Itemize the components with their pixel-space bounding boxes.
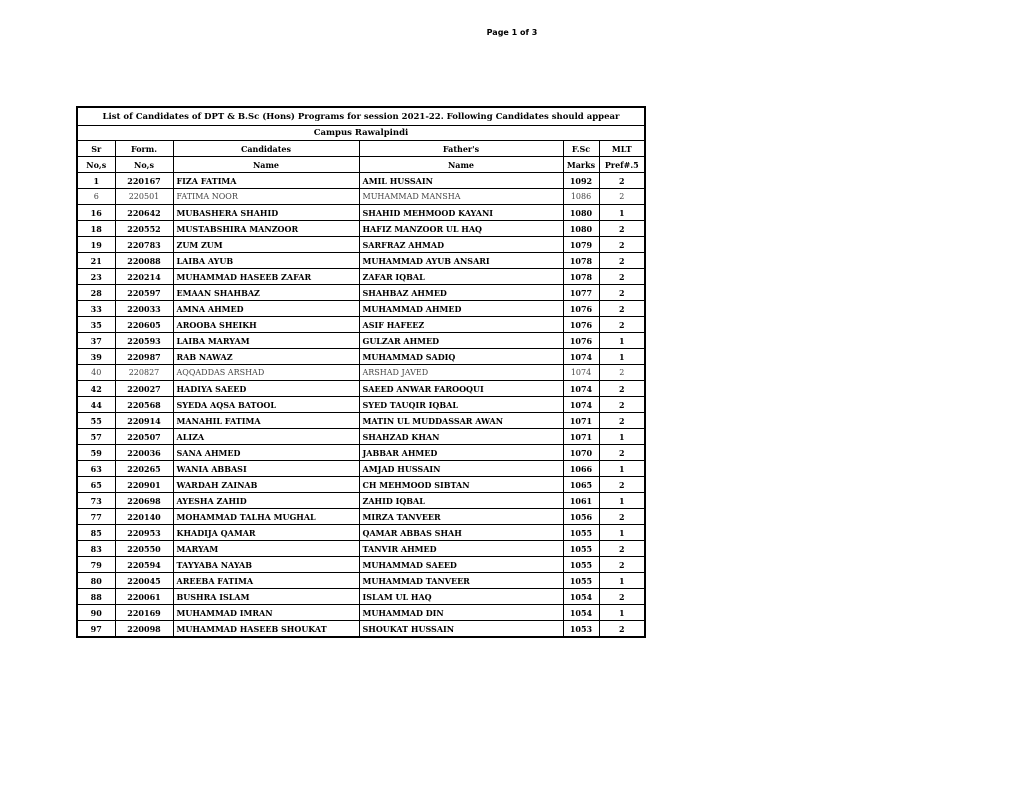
cell-father-name: MUHAMMAD DIN [359, 605, 563, 621]
cell-marks: 1074 [563, 381, 599, 397]
table-row [77, 189, 645, 205]
cell-father-name: JABBAR AHMED [359, 445, 563, 461]
cell-father-name: SYED TAUQIR IQBAL [359, 397, 563, 413]
cell-form: 220568 [115, 397, 173, 413]
cell-marks: 1065 [563, 477, 599, 493]
header-candidate-name: Name [173, 157, 359, 173]
cell-form: 220061 [115, 589, 173, 605]
cell-marks: 1077 [563, 285, 599, 301]
cell-father-name: SHOUKAT HUSSAIN [359, 621, 563, 638]
cell-candidate-name: TAYYABA NAYAB [173, 557, 359, 573]
cell-pref: 2 [599, 477, 645, 493]
cell-sr: 18 [77, 221, 115, 237]
cell-pref: 1 [599, 493, 645, 509]
cell-pref: 2 [599, 189, 645, 205]
cell-sr: 63 [77, 461, 115, 477]
cell-form: 220088 [115, 253, 173, 269]
cell-form: 220169 [115, 605, 173, 621]
cell-form: 220605 [115, 317, 173, 333]
cell-form: 220045 [115, 573, 173, 589]
table-row [77, 461, 645, 477]
cell-father-name: QAMAR ABBAS SHAH [359, 525, 563, 541]
cell-marks: 1055 [563, 557, 599, 573]
cell-candidate-name: WANIA ABBASI [173, 461, 359, 477]
cell-pref: 2 [599, 269, 645, 285]
cell-sr: 1 [77, 173, 115, 189]
cell-candidate-name: KHADIJA QAMAR [173, 525, 359, 541]
table-row [77, 173, 645, 189]
cell-father-name: SHAHID MEHMOOD KAYANI [359, 205, 563, 221]
table-row [77, 237, 645, 253]
cell-candidate-name: AREEBA FATIMA [173, 573, 359, 589]
table-row [77, 221, 645, 237]
table-row [77, 349, 645, 365]
cell-form: 220098 [115, 621, 173, 638]
cell-sr: 80 [77, 573, 115, 589]
cell-sr: 40 [77, 365, 115, 381]
cell-candidate-name: AMNA AHMED [173, 301, 359, 317]
cell-pref: 1 [599, 573, 645, 589]
cell-form: 220698 [115, 493, 173, 509]
cell-form: 220027 [115, 381, 173, 397]
table-row [77, 477, 645, 493]
cell-form: 220167 [115, 173, 173, 189]
cell-candidate-name: AYESHA ZAHID [173, 493, 359, 509]
cell-father-name: AMIL HUSSAIN [359, 173, 563, 189]
cell-candidate-name: AROOBA SHEIKH [173, 317, 359, 333]
cell-father-name: HAFIZ MANZOOR UL HAQ [359, 221, 563, 237]
cell-candidate-name: MUBASHERA SHAHID [173, 205, 359, 221]
cell-pref: 2 [599, 285, 645, 301]
header-pref: Pref#.5 [599, 157, 645, 173]
cell-sr: 39 [77, 349, 115, 365]
cell-father-name: MUHAMMAD AHMED [359, 301, 563, 317]
cell-marks: 1056 [563, 509, 599, 525]
cell-candidate-name: AQQADDAS ARSHAD [173, 365, 359, 381]
cell-sr: 88 [77, 589, 115, 605]
header-marks: Marks [563, 157, 599, 173]
cell-sr: 57 [77, 429, 115, 445]
cell-father-name: SARFRAZ AHMAD [359, 237, 563, 253]
cell-pref: 2 [599, 413, 645, 429]
cell-candidate-name: MUSTABSHIRA MANZOOR [173, 221, 359, 237]
cell-sr: 23 [77, 269, 115, 285]
table-body [77, 173, 645, 638]
cell-pref: 1 [599, 349, 645, 365]
header-sr: Sr [77, 141, 115, 157]
table-row [77, 333, 645, 349]
table-row [77, 317, 645, 333]
cell-candidate-name: FIZA FATIMA [173, 173, 359, 189]
cell-form: 220265 [115, 461, 173, 477]
header-mlt: MLT [599, 141, 645, 157]
cell-sr: 77 [77, 509, 115, 525]
cell-father-name: MIRZA TANVEER [359, 509, 563, 525]
header-sr-nos: No,s [77, 157, 115, 173]
cell-form: 220033 [115, 301, 173, 317]
cell-sr: 33 [77, 301, 115, 317]
cell-candidate-name: MOHAMMAD TALHA MUGHAL [173, 509, 359, 525]
cell-sr: 73 [77, 493, 115, 509]
cell-sr: 97 [77, 621, 115, 638]
cell-pref: 2 [599, 221, 645, 237]
cell-marks: 1092 [563, 173, 599, 189]
cell-form: 220501 [115, 189, 173, 205]
cell-marks: 1078 [563, 269, 599, 285]
header-fathers: Father's [359, 141, 563, 157]
cell-sr: 16 [77, 205, 115, 221]
table-row [77, 525, 645, 541]
table-row [77, 445, 645, 461]
cell-father-name: GULZAR AHMED [359, 333, 563, 349]
cell-marks: 1055 [563, 541, 599, 557]
cell-form: 220214 [115, 269, 173, 285]
cell-father-name: SAEED ANWAR FAROOQUI [359, 381, 563, 397]
header-father-name: Name [359, 157, 563, 173]
cell-pref: 2 [599, 253, 645, 269]
cell-pref: 2 [599, 365, 645, 381]
cell-father-name: AMJAD HUSSAIN [359, 461, 563, 477]
cell-form: 220594 [115, 557, 173, 573]
cell-pref: 2 [599, 557, 645, 573]
cell-form: 220550 [115, 541, 173, 557]
cell-marks: 1071 [563, 413, 599, 429]
table-row [77, 365, 645, 381]
header-fsc: F.Sc [563, 141, 599, 157]
cell-pref: 2 [599, 381, 645, 397]
cell-sr: 85 [77, 525, 115, 541]
cell-form: 220552 [115, 221, 173, 237]
cell-father-name: ZAHID IQBAL [359, 493, 563, 509]
cell-father-name: ISLAM UL HAQ [359, 589, 563, 605]
cell-marks: 1055 [563, 573, 599, 589]
cell-candidate-name: MUHAMMAD HASEEB ZAFAR [173, 269, 359, 285]
header-candidates: Candidates [173, 141, 359, 157]
cell-candidate-name: WARDAH ZAINAB [173, 477, 359, 493]
cell-marks: 1078 [563, 253, 599, 269]
cell-form: 220593 [115, 333, 173, 349]
cell-father-name: MUHAMMAD TANVEER [359, 573, 563, 589]
cell-pref: 2 [599, 541, 645, 557]
cell-marks: 1076 [563, 301, 599, 317]
cell-sr: 28 [77, 285, 115, 301]
cell-candidate-name: MUHAMMAD IMRAN [173, 605, 359, 621]
cell-marks: 1054 [563, 605, 599, 621]
table-row [77, 557, 645, 573]
table-row [77, 541, 645, 557]
cell-father-name: ARSHAD JAVED [359, 365, 563, 381]
cell-sr: 42 [77, 381, 115, 397]
candidates-table [76, 106, 646, 638]
cell-candidate-name: SANA AHMED [173, 445, 359, 461]
cell-pref: 2 [599, 237, 645, 253]
cell-father-name: CH MEHMOOD SIBTAN [359, 477, 563, 493]
cell-pref: 1 [599, 525, 645, 541]
cell-pref: 1 [599, 333, 645, 349]
table-row [77, 205, 645, 221]
table-row [77, 397, 645, 413]
table-row [77, 589, 645, 605]
cell-sr: 21 [77, 253, 115, 269]
cell-candidate-name: RAB NAWAZ [173, 349, 359, 365]
table-row [77, 509, 645, 525]
cell-marks: 1074 [563, 349, 599, 365]
cell-pref: 2 [599, 397, 645, 413]
cell-marks: 1079 [563, 237, 599, 253]
cell-candidate-name: ALIZA [173, 429, 359, 445]
cell-pref: 2 [599, 445, 645, 461]
cell-sr: 59 [77, 445, 115, 461]
cell-candidate-name: FATIMA NOOR [173, 189, 359, 205]
page-number: Page 1 of 3 [486, 28, 538, 37]
cell-sr: 83 [77, 541, 115, 557]
table-row [77, 573, 645, 589]
cell-father-name: ZAFAR IQBAL [359, 269, 563, 285]
table-row [77, 253, 645, 269]
cell-father-name: ASIF HAFEEZ [359, 317, 563, 333]
cell-father-name: MUHAMMAD SADIQ [359, 349, 563, 365]
cell-candidate-name: MANAHIL FATIMA [173, 413, 359, 429]
cell-pref: 2 [599, 509, 645, 525]
header-row-bottom [77, 157, 645, 173]
header-form: Form. [115, 141, 173, 157]
cell-candidate-name: LAIBA MARYAM [173, 333, 359, 349]
cell-sr: 65 [77, 477, 115, 493]
cell-father-name: SHAHZAD KHAN [359, 429, 563, 445]
cell-candidate-name: HADIYA SAEED [173, 381, 359, 397]
cell-father-name: MUHAMMAD SAEED [359, 557, 563, 573]
cell-marks: 1074 [563, 365, 599, 381]
cell-form: 220914 [115, 413, 173, 429]
table-row [77, 413, 645, 429]
cell-form: 220953 [115, 525, 173, 541]
cell-pref: 2 [599, 589, 645, 605]
cell-form: 220140 [115, 509, 173, 525]
cell-marks: 1076 [563, 333, 599, 349]
header-form-nos: No,s [115, 157, 173, 173]
cell-candidate-name: EMAAN SHAHBAZ [173, 285, 359, 301]
cell-marks: 1080 [563, 221, 599, 237]
cell-form: 220597 [115, 285, 173, 301]
cell-sr: 90 [77, 605, 115, 621]
cell-sr: 19 [77, 237, 115, 253]
table-row [77, 621, 645, 638]
cell-marks: 1086 [563, 189, 599, 205]
cell-father-name: MATIN UL MUDDASSAR AWAN [359, 413, 563, 429]
cell-marks: 1080 [563, 205, 599, 221]
cell-candidate-name: ZUM ZUM [173, 237, 359, 253]
cell-form: 220642 [115, 205, 173, 221]
cell-sr: 37 [77, 333, 115, 349]
cell-candidate-name: SYEDA AQSA BATOOL [173, 397, 359, 413]
table-row [77, 301, 645, 317]
table-row [77, 429, 645, 445]
table-row [77, 381, 645, 397]
cell-marks: 1055 [563, 525, 599, 541]
cell-father-name: TANVIR AHMED [359, 541, 563, 557]
cell-marks: 1053 [563, 621, 599, 638]
cell-sr: 44 [77, 397, 115, 413]
cell-pref: 1 [599, 205, 645, 221]
cell-father-name: MUHAMMAD MANSHA [359, 189, 563, 205]
cell-marks: 1066 [563, 461, 599, 477]
cell-pref: 2 [599, 621, 645, 638]
cell-sr: 35 [77, 317, 115, 333]
cell-marks: 1076 [563, 317, 599, 333]
cell-pref: 2 [599, 301, 645, 317]
cell-pref: 2 [599, 173, 645, 189]
cell-father-name: SHAHBAZ AHMED [359, 285, 563, 301]
cell-sr: 79 [77, 557, 115, 573]
table-row [77, 605, 645, 621]
header-row-top [77, 141, 645, 157]
cell-candidate-name: MARYAM [173, 541, 359, 557]
table-title: List of Candidates of DPT & B.Sc (Hons) Programs for session 2021-22. Following Candidates should appear [77, 107, 645, 126]
cell-marks: 1061 [563, 493, 599, 509]
table-row [77, 269, 645, 285]
cell-form: 220987 [115, 349, 173, 365]
cell-candidate-name: MUHAMMAD HASEEB SHOUKAT [173, 621, 359, 638]
cell-marks: 1054 [563, 589, 599, 605]
cell-pref: 1 [599, 605, 645, 621]
cell-marks: 1070 [563, 445, 599, 461]
cell-sr: 55 [77, 413, 115, 429]
table-row [77, 493, 645, 509]
cell-form: 220783 [115, 237, 173, 253]
cell-form: 220036 [115, 445, 173, 461]
cell-form: 220901 [115, 477, 173, 493]
cell-pref: 1 [599, 429, 645, 445]
cell-candidate-name: LAIBA AYUB [173, 253, 359, 269]
cell-candidate-name: BUSHRA ISLAM [173, 589, 359, 605]
cell-marks: 1071 [563, 429, 599, 445]
cell-pref: 2 [599, 317, 645, 333]
cell-sr: 6 [77, 189, 115, 205]
cell-father-name: MUHAMMAD AYUB ANSARI [359, 253, 563, 269]
campus-label: Campus Rawalpindi [77, 126, 645, 141]
cell-marks: 1074 [563, 397, 599, 413]
cell-form: 220827 [115, 365, 173, 381]
cell-form: 220507 [115, 429, 173, 445]
table-row [77, 285, 645, 301]
candidates-sheet [76, 106, 644, 638]
cell-pref: 1 [599, 461, 645, 477]
